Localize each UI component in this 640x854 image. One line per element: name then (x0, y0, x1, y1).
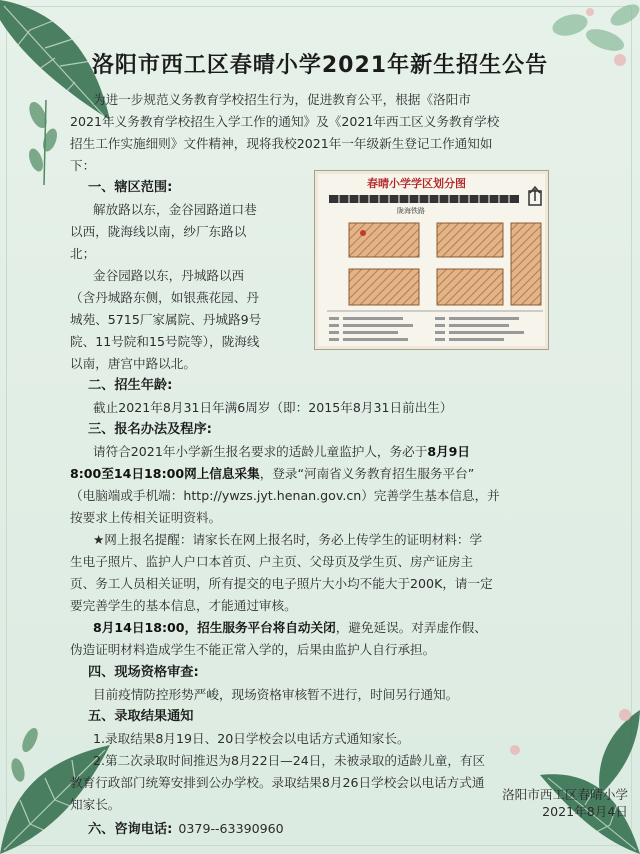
s1-line-7: 院、11号院和15号院等），陇海线 (70, 334, 260, 349)
s3-p2-line-1: ★网上报名提醒：请家长在网上报名时，务必上传学生的证明材料：学 (93, 532, 483, 547)
s3-p3-line-1 (93, 617, 487, 640)
s3-p1-time-range: 8:00至14日18:00网上信息采集 (70, 466, 260, 481)
s5-line-1: 1.录取结果8月19日、20日学校会以电话方式通知家长。 (93, 731, 410, 746)
s1-line-2: 以西，陇海线以南，纱厂东路以 (70, 224, 247, 239)
map-road-label-top: 陇海铁路 (397, 207, 425, 215)
s3-p3-close-notice: 8月14日18:00，招生服务平台将自动关闭 (93, 620, 336, 635)
s3-p1-text-a: 请符合2021年小学新生报名要求的适龄儿童监护人，务必于 (93, 444, 428, 459)
map-title: 春晴小学学区划分图 (367, 177, 466, 190)
section-5-heading: 五、录取结果通知 (88, 709, 194, 724)
s1-line-6: 城苑、5715厂家属院、丹城路9号 (70, 312, 262, 327)
s5-line-3: 教育行政部门统筹安排到公办学校。录取结果8月26日学校会以电话方式通 (70, 775, 485, 790)
bottom-right-leaf-icon (500, 690, 640, 854)
section-1-heading: 一、辖区范围: (88, 180, 173, 195)
s1-line-5: （含丹城路东侧，如银燕花园、丹 (70, 290, 259, 305)
signature-block (502, 786, 628, 820)
s3-p3-line-2: 伪造证明材料造成学生不能正常入学的，后果由监护人自行承担。 (70, 642, 436, 657)
left-sprig-icon (18, 95, 78, 190)
s4-line: 目前疫情防控形势严峻，现场资格审核暂不进行，时间另行通知。 (93, 687, 459, 702)
s1-line-3: 北； (70, 246, 96, 261)
s3-p1-date-start: 8月9日 (427, 444, 471, 459)
s3-p3-rest: ，避免延误。对弄虚作假、 (335, 620, 487, 635)
section-6-heading: 六、咨询电话: (88, 822, 173, 837)
signature-date: 2021年8月4日 (542, 804, 628, 819)
section-6-row (88, 818, 284, 842)
section-3-heading: 三、报名办法及程序: (88, 422, 212, 437)
s3-p1-line-4: 按要求上传相关证明资料。 (70, 510, 222, 525)
intro-line-2: 2021年义务教育学校招生入学工作的通知》及《2021年西工区义务教育学校 (70, 114, 500, 129)
north-arrow-icon (529, 187, 541, 205)
intro-line-4: 下： (70, 158, 96, 173)
district-map-graphic (315, 171, 548, 349)
railway (329, 195, 519, 203)
page-title: 洛阳市西工区春晴小学2021年新生招生公告 (91, 53, 549, 78)
s3-p2-line-3: 页、务工人员相关证明，所有提交的电子照片大小均不能大于200K，请一定 (70, 576, 493, 591)
s3-p1-line-2 (70, 463, 474, 486)
signature-org: 洛阳市西工区春晴小学 (502, 787, 628, 802)
s1-line-1: 解放路以东，金谷园路道口巷 (93, 202, 257, 217)
intro-line-1: 为进一步规范义务教育学校招生行为，促进教育公平，根据《洛阳市 (93, 92, 471, 107)
s1-line-4: 金谷园路以东，丹城路以西 (93, 268, 245, 283)
contact-phone[interactable]: 0379--63390960 (178, 821, 284, 836)
section-2-heading: 二、招生年龄: (88, 378, 173, 393)
s3-p1-text-d: ，登录“河南省义务教育招生服务平台” (259, 466, 475, 481)
s5-line-2: 2.第二次录取时间推迟为8月22日—24日，未被录取的适龄儿童，有区 (93, 753, 486, 768)
school-district-map (314, 170, 549, 350)
section-4-heading: 四、现场资格审查: (88, 665, 199, 680)
intro-line-3: 招生工作实施细则》文件精神，现将我校2021年一年级新生登记工作通知如 (70, 136, 493, 151)
s5-line-4: 知家长。 (70, 797, 121, 812)
s3-p1-line-1 (93, 441, 470, 464)
s3-p1-line-3: （电脑端或手机端：http://ywzs.jyt.henan.gov.cn）完善学生基本信息，并 (70, 488, 500, 503)
s2-line: 截止2021年8月31日年满6周岁（即：2015年8月31日前出生） (93, 400, 453, 415)
s1-line-8: 以南，唐宫中路以北。 (70, 356, 196, 371)
s3-p2-line-4: 要完善学生的基本信息，才能通过审核。 (70, 598, 297, 613)
s3-p2-line-2: 生电子照片、监护人户口本首页、户主页、父母页及学生页、房产证房主 (70, 554, 473, 569)
